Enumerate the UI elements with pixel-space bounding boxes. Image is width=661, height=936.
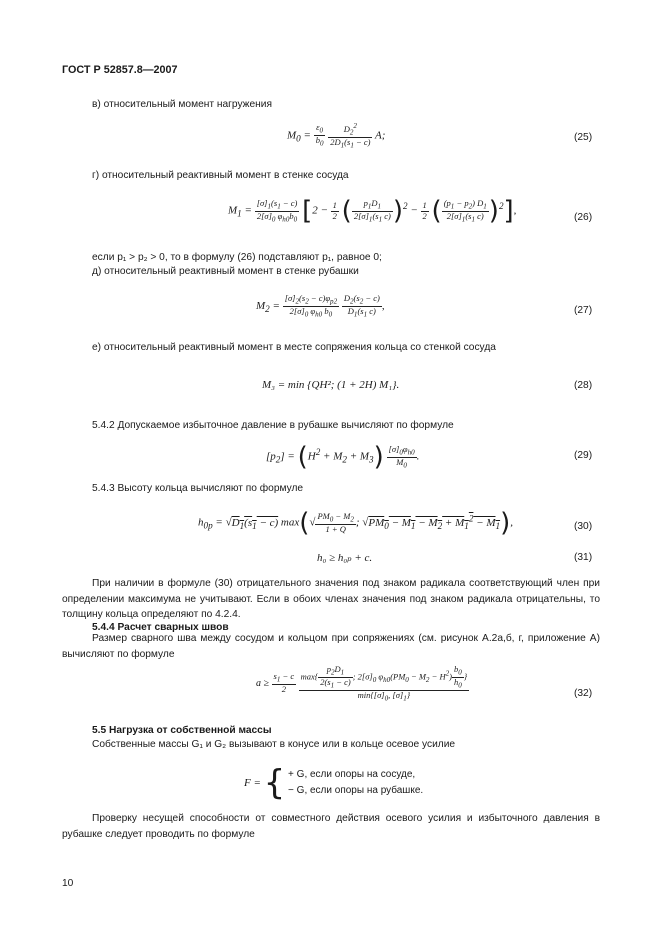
formula-F: F = { + G, если опоры на сосуде, − G, если опоры на рубашке. bbox=[244, 763, 424, 803]
paragraph-5-4-2: 5.4.2 Допускаемое избыточное давление в рубашке вычисляют по формуле bbox=[92, 420, 454, 431]
equation-number-28: (28) bbox=[574, 380, 593, 391]
formula-30: $h_{0p} = √D_1(s_1 - c)$ max(√ $\frac{PM_0 - M_2}{1 + Q}$ ; $√PM_0 - M_1 - M_2 + M_1^2 - M_1$), bbox=[198, 508, 513, 538]
paragraph-d: д) относительный реактивный момент в стенке рубашки bbox=[92, 266, 359, 277]
equation-number-32: (32) bbox=[574, 688, 593, 699]
equation-number-30: (30) bbox=[574, 521, 593, 532]
paragraph-sobstv: Собственные массы G₁ и G₂ вызывают в конусе или в кольце осевое усилие bbox=[92, 739, 456, 750]
formula-F-case-2: − G, если опоры на рубашке. bbox=[288, 785, 424, 796]
paragraph-e: е) относительный реактивный момент в месте сопряжения кольца со стенкой сосуда bbox=[92, 342, 496, 353]
formula-F-case-1: + G, если опоры на сосуде, bbox=[288, 769, 416, 780]
page-number: 10 bbox=[62, 878, 74, 889]
formula-26: $M_1$ = $\frac{[\sigma]_1(s_1 - c)}{2[\sigma]_0 \varphi_{h0}b_0}$ [2 − $\frac{1}{2}$ ( $\frac{p_1D_1}{2[\sigma]_1(s_1 c)}$ )$^2$ − $\frac{1}{2}$ ( $\frac{(p_1 - p_2) D_1}{2[\sigma]_1(s_1 c)}$ )$^2$], bbox=[228, 196, 517, 226]
equation-number-26: (26) bbox=[574, 212, 593, 223]
paragraph-razmer: Размер сварного шва между сосудом и кольцом при сопряжениях (см. рисунок А.2а,б, г, приложение А) вычисляют по формуле bbox=[62, 633, 600, 660]
equation-number-27: (27) bbox=[574, 305, 593, 316]
paragraph-nalichii: При наличии в формуле (30) отрицательного значения под знаком радикала соответствующий член при определении максимума не учитывают. Если в обоих членах значения под знаком радикала отрицательны, то толщину кольца определяют по 4.2.4. bbox=[62, 578, 600, 620]
document-header: ГОСТ Р 52857.8—2007 bbox=[62, 64, 178, 76]
heading-5-5: 5.5 Нагрузка от собственной массы bbox=[92, 725, 272, 736]
paragraph-esli: если p₁ > p₂ > 0, то в формулу (26) подставляют p₁, равное 0; bbox=[92, 252, 382, 263]
formula-27: $M_2$ = $\frac{[\sigma]_2(s_2 - c)\varphi_{p2}}{2[\sigma]_0 \varphi_{h0} b_0}$ $\frac{D_2(s_2 - c)}{D_1(s_1 c)}$ , bbox=[256, 293, 385, 319]
paragraph-v: в) относительный момент нагружения bbox=[92, 99, 272, 110]
formula-31: h₀ ≥ h₀ₚ + c. bbox=[317, 552, 373, 564]
formula-28: M₃ = min {QH²; (1 + 2H) M₁}. bbox=[262, 379, 400, 391]
paragraph-5-4-3: 5.4.3 Высоту кольца вычисляют по формуле bbox=[92, 483, 304, 494]
equation-number-29: (29) bbox=[574, 450, 593, 461]
paragraph-g: г) относительный реактивный момент в стенке сосуда bbox=[92, 170, 349, 181]
equation-number-31: (31) bbox=[574, 552, 593, 563]
formula-25: $M_0$ = $\frac{\varepsilon_0}{b_0}$ $\frac{D_2^2}{2D_1(s_1 - c)}$ A; bbox=[287, 122, 386, 150]
formula-32: a ≥ $\frac{s_1 - c}{2}$ max{ $\frac{p_2D_1}{2(s_1 - c)}$ ; $2[\sigma]_0$ $\varphi_{h0}(PM_0 - M_2 - H^2)$ $\frac{b_0}{h_0}$ } $\min\{[\sigma]_0$, $[\sigma]_1$} bbox=[256, 664, 468, 703]
formula-29: $[p_2] = (H^2 + M_2 + M_3)$ $\frac{[\sigma]_0\varphi_{h0}}{M_0}$ . bbox=[266, 442, 420, 472]
equation-number-25: (25) bbox=[574, 132, 593, 143]
heading-5-4-4: 5.4.4 Расчет сварных швов bbox=[92, 622, 229, 633]
paragraph-proverku: Проверку несущей способности от совместного действия осевого усилия и избыточного давления в рубашке следует проводить по формуле bbox=[62, 813, 600, 840]
